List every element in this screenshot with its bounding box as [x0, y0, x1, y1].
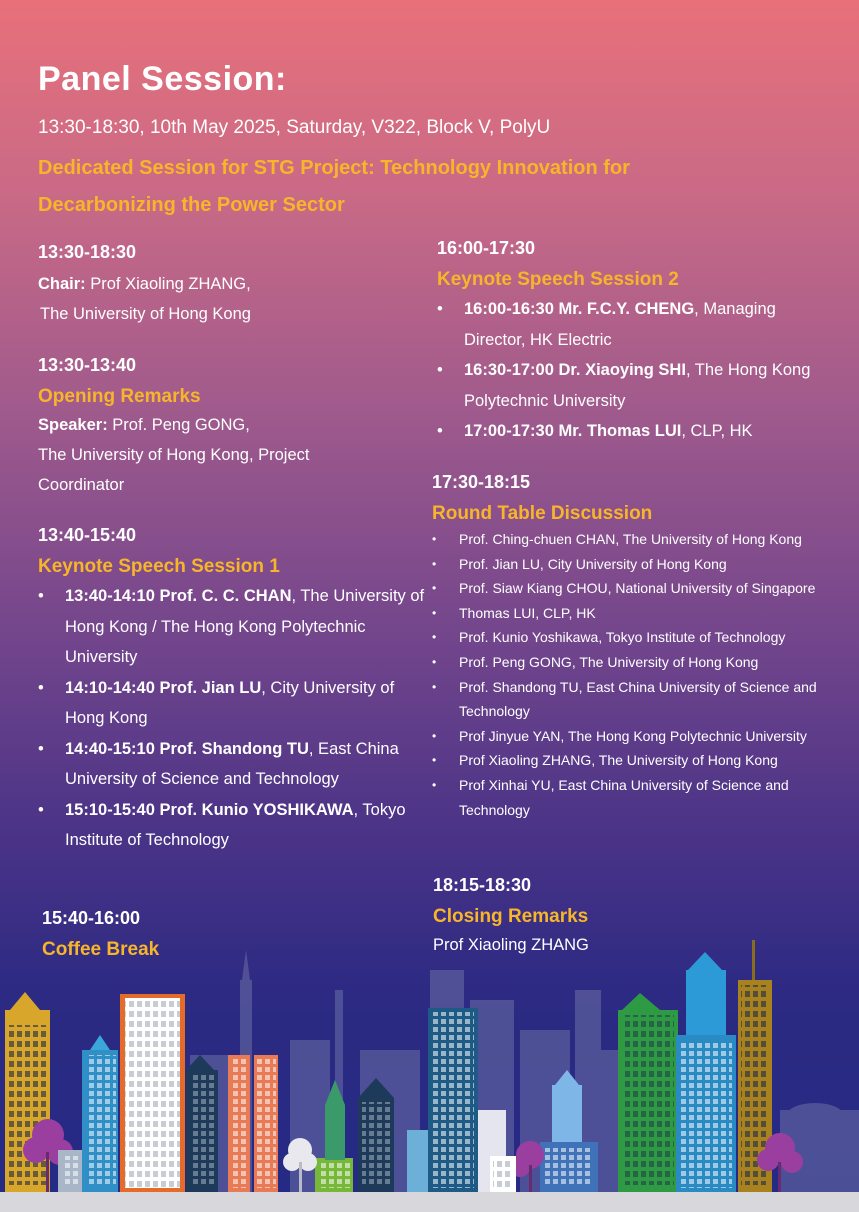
roundtable-time: 17:30-18:15 — [432, 472, 531, 492]
list-item: • Prof. Siaw Kiang CHOU, National University of Singapore — [432, 576, 847, 601]
chair-affiliation: The University of Hong Kong — [40, 305, 251, 323]
dedicated-session-title: Dedicated Session for STG Project: Technology Innovation for Decarbonizing the Power Sector — [38, 157, 630, 216]
list-item: • Prof. Ching-chuen CHAN, The University of Hong Kong — [432, 527, 847, 552]
list-item: • 17:00-17:30 Mr. Thomas LUI, CLP, HK — [437, 416, 817, 447]
list-item: • Prof. Shandong TU, East China University of Science and Technology — [432, 675, 847, 724]
list-item: • 15:10-15:40 Prof. Kunio YOSHIKAWA, Tokyo Institute of Technology — [38, 795, 428, 856]
session-info: 13:30-18:30, 10th May 2025, Saturday, V322, Block V, PolyU — [38, 117, 551, 138]
list-item: • Thomas LUI, CLP, HK — [432, 601, 847, 626]
speaker-label: Speaker: — [38, 416, 108, 434]
opening-block — [38, 355, 408, 500]
keynote1-heading: Keynote Speech Session 1 — [38, 556, 280, 577]
keynote1-time: 13:40-15:40 — [38, 525, 137, 545]
chair-name: Prof Xiaoling ZHANG, — [85, 275, 251, 293]
coffee-time: 15:40-16:00 — [42, 908, 141, 928]
chair-line — [38, 269, 408, 299]
keynote2-time: 16:00-17:30 — [437, 238, 536, 258]
list-item: • 14:10-14:40 Prof. Jian LU, City University of Hong Kong — [38, 673, 428, 734]
chair-label: Chair: — [38, 275, 86, 293]
list-item: • 14:40-15:10 Prof. Shandong TU, East China University of Science and Technology — [38, 734, 428, 795]
keynote1-block — [38, 525, 428, 856]
closing-speaker: Prof Xiaoling ZHANG — [433, 936, 589, 954]
list-item: • Prof. Peng GONG, The University of Hong Kong — [432, 650, 847, 675]
list-item: • Prof. Jian LU, City University of Hong Kong — [432, 552, 847, 577]
opening-time: 13:30-13:40 — [38, 355, 137, 375]
list-item: • Prof Xinhai YU, East China University of Science and Technology — [432, 773, 847, 822]
keynote2-heading: Keynote Speech Session 2 — [437, 269, 679, 290]
list-item: • 13:40-14:10 Prof. C. C. CHAN, The University of Hong Kong / The Hong Kong Polytechnic University — [38, 581, 428, 673]
city-skyline-illustration — [0, 930, 859, 1212]
list-item: • 16:00-16:30 Mr. F.C.Y. CHENG, Managing Director, HK Electric — [437, 294, 817, 355]
opening-heading: Opening Remarks — [38, 386, 201, 407]
speaker-affiliation: The University of Hong Kong, Project Coordinator — [38, 446, 310, 494]
list-item: • Prof Jinyue YAN, The Hong Kong Polytechnic University — [432, 724, 847, 749]
chair-time: 13:30-18:30 — [38, 242, 137, 262]
list-item: • Prof. Kunio Yoshikawa, Tokyo Institute of Technology — [432, 625, 847, 650]
chair-block — [38, 242, 408, 329]
roundtable-block — [432, 472, 847, 822]
keynote1-list — [38, 581, 428, 856]
closing-heading: Closing Remarks — [433, 906, 589, 927]
page-title: Panel Session: — [38, 60, 287, 98]
coffee-heading: Coffee Break — [42, 939, 160, 960]
opening-speaker-line — [38, 410, 408, 440]
closing-time: 18:15-18:30 — [433, 875, 532, 895]
list-item: • 16:30-17:00 Dr. Xiaoying SHI, The Hong Kong Polytechnic University — [437, 355, 817, 416]
speaker-name: Prof. Peng GONG, — [107, 416, 250, 434]
list-item: • Prof Xiaoling ZHANG, The University of Hong Kong — [432, 748, 847, 773]
keynote2-list — [437, 294, 817, 447]
keynote2-block — [437, 238, 817, 447]
roundtable-heading: Round Table Discussion — [432, 503, 653, 524]
roundtable-list — [432, 527, 847, 822]
